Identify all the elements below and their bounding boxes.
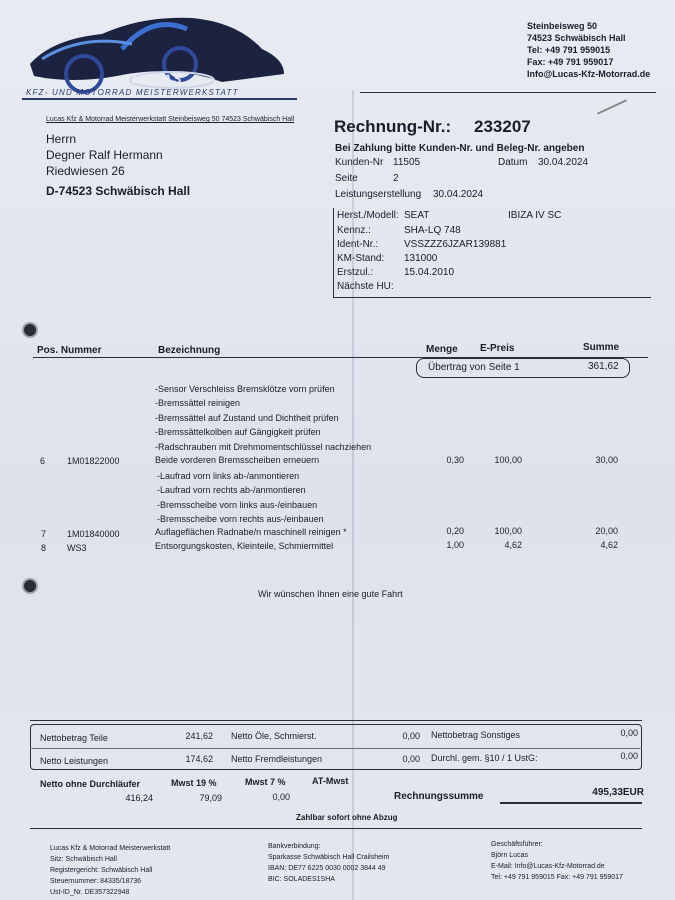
recipient-address (46, 131, 190, 199)
mwst19-value: 79,09 (199, 793, 222, 803)
row6-number: 1M01822000 (67, 456, 120, 466)
company-fax: Fax: +49 791 959017 (527, 57, 614, 67)
netto-sonstiges-label: Nettobetrag Sonstiges (431, 730, 521, 740)
footer-text: Sparkasse Schwäbisch Hall Crailsheim (268, 854, 390, 861)
list-item: -Bremssättel auf Zustand und Dichtheit prüfen (155, 412, 339, 423)
ohne-durchl-value: 416,24 (125, 793, 153, 803)
company-contact (527, 20, 650, 80)
ohne-durchl-label: Netto ohne Durchläufer (40, 779, 141, 789)
service-label: Leistungserstellung (335, 189, 422, 200)
netto-teile-label: Nettobetrag Teile (40, 733, 108, 743)
col-header-qty: Menge (426, 344, 458, 355)
durchl-value: 0,00 (620, 751, 638, 761)
logo-name: LUCAS (132, 72, 184, 86)
greeting: Wir wünschen Ihnen eine gute Fahrt (258, 589, 403, 599)
payment-notice: Bei Zahlung bitte Kunden-Nr. und Beleg-Nr. angeben (335, 143, 585, 154)
page-label: Seite (335, 173, 358, 184)
row6-notes (157, 469, 324, 527)
row7-pos: 7 (41, 529, 47, 539)
row7-sum: 20,00 (595, 526, 618, 536)
footer-text: Steuernummer: 84335/18736 (50, 878, 142, 885)
footer-text: Björn Lucas (491, 852, 528, 859)
rechnungssumme-label: Rechnungssumme (394, 791, 484, 802)
netto-oele-value: 0,00 (402, 731, 420, 741)
col-header-sum: Summe (583, 342, 620, 353)
col-header-pos: Pos. Nummer (37, 345, 102, 356)
vehicle-make: SEAT (404, 210, 430, 221)
punch-hole (22, 322, 38, 338)
header-divider (360, 92, 656, 93)
list-item: -Bremssättelkolben auf Gängigkeit prüfen (155, 427, 321, 438)
netto-leist-label: Netto Leistungen (40, 756, 109, 766)
row6-sum: 30,00 (595, 455, 618, 465)
row6-pos: 6 (40, 456, 46, 466)
totals-top-line (30, 720, 642, 721)
customer-label: Kunden-Nr (335, 157, 384, 168)
reg-label: Erstzul.: (337, 267, 374, 278)
footer-text: Registergericht: Schwäbisch Hall (50, 867, 153, 874)
recipient-salutation: Herrn (46, 132, 77, 146)
plate-label: Kennz.: (337, 225, 371, 236)
footer-bank (268, 841, 389, 885)
vin-label: Ident-Nr.: (337, 239, 379, 250)
hu-label: Nächste HU: (337, 281, 394, 292)
recipient-street: Riedwiesen 26 (46, 164, 125, 178)
footer-text: Tel: +49 791 959015 Fax: +49 791 959017 (491, 874, 623, 881)
vehicle-model: IBIZA IV SC (508, 210, 562, 221)
recipient-city: D-74523 Schwäbisch Hall (46, 184, 191, 198)
uebertrag-label: Übertrag von Seite 1 (428, 362, 520, 373)
mwst7-value: 0,00 (272, 792, 290, 802)
sender-line: Lucas Kfz & Motorrad Meisterwerkstatt Steinbeisweg 50 74523 Schwäbisch Hall (46, 116, 295, 123)
row6-price: 100,00 (494, 455, 522, 465)
netto-fremd-label: Netto Fremdleistungen (231, 754, 323, 764)
row8-price: 4,62 (504, 540, 522, 550)
footer-company (50, 843, 170, 898)
vehicle-plate: SHA-LQ 748 (404, 225, 461, 236)
row6-desc: Beide vorderen Bremsscheiben erneuern (155, 455, 320, 465)
punch-hole (22, 578, 38, 594)
mwst7-label: Mwst 7 % (245, 777, 286, 787)
company-email: Info@Lucas-Kfz-Motorrad.de (527, 69, 651, 79)
totals-box (30, 724, 642, 770)
rechnungssumme-value: 495,33EUR (592, 787, 644, 798)
netto-leist-value: 174,62 (185, 754, 213, 764)
customer-number: 11505 (393, 157, 421, 168)
col-header-price: E-Preis (480, 343, 515, 354)
payable-note: Zahlbar sofort ohne Abzug (296, 813, 398, 822)
list-item: -Bremsscheibe vorn rechts aus-/einbauen (157, 514, 324, 525)
company-street: Steinbeisweg 50 (527, 21, 598, 31)
footer-text: Ust-ID_Nr. DE357322948 (50, 889, 130, 896)
uebertrag-value: 361,62 (588, 361, 619, 372)
row8-desc: Entsorgungskosten, Kleinteile, Schmiermittel (155, 541, 334, 551)
list-item: -Laufrad vorn rechts ab-/anmontieren (157, 485, 306, 496)
list-item: -Sensor Verschleiss Bremsklötze vorn prüfen (155, 384, 335, 394)
logo-tagline: KFZ- UND MOTORRAD MEISTERWERKSTATT (26, 88, 239, 97)
vehicle-reg: 15.04.2010 (404, 267, 455, 278)
footer-text: BIC: SOLADES1SHA (268, 876, 335, 883)
date-label: Datum (498, 157, 528, 168)
footer-text: Bankverbindung: (268, 843, 321, 850)
list-item: -Laufrad vorn links ab-/anmontieren (157, 471, 300, 481)
mwst19-label: Mwst 19 % (171, 778, 217, 788)
footer-text: IBAN: DE77 6225 0030 0002 3844 49 (268, 865, 386, 872)
list-item: -Bremsscheibe vorn links aus-/einbauen (157, 499, 318, 510)
footer-line (30, 828, 642, 829)
footer-management (491, 839, 623, 883)
vehicle-km: 131000 (404, 253, 438, 264)
netto-teile-value: 241,62 (185, 731, 213, 741)
sum-underline (500, 802, 642, 804)
vehicle-vin: VSSZZZ6JZAR139881 (404, 239, 507, 250)
company-logo (22, 4, 297, 100)
totals-divider (30, 748, 642, 749)
list-item: -Radschrauben mit Drehmomentschlüssel nachziehen (155, 441, 372, 452)
km-label: KM-Stand: (337, 253, 385, 264)
netto-fremd-value: 0,00 (402, 754, 420, 764)
row7-number: 1M01840000 (67, 529, 120, 539)
netto-oele-label: Netto Öle, Schmierst. (231, 731, 317, 741)
at-mwst-label: AT-Mwst (312, 776, 349, 786)
recipient-name: Degner Ralf Hermann (46, 148, 163, 162)
work-notes (155, 382, 371, 454)
make-label: Herst./Modell: (337, 210, 399, 221)
row8-number: WS3 (67, 543, 87, 553)
footer-text: Geschäftsführer: (491, 841, 543, 848)
row7-desc: Auflageflächen Radnabe/n maschinell reinigen * (155, 527, 347, 537)
page-number: 2 (393, 173, 399, 184)
company-city: 74523 Schwäbisch Hall (527, 33, 626, 43)
row7-qty: 0,20 (446, 526, 464, 536)
row7-price: 100,00 (494, 526, 522, 536)
durchl-label: Durchl. gem. §10 / 1 UstG: (431, 753, 538, 763)
footer-text: Sitz: Schwäbisch Hall (50, 856, 117, 863)
service-date: 30.04.2024 (433, 189, 484, 200)
row8-pos: 8 (41, 543, 47, 553)
row8-qty: 1,00 (446, 540, 464, 550)
footer-text: E-Mail: Info@Lucas-Kfz-Motorrad.de (491, 863, 605, 870)
col-header-desc: Bezeichnung (158, 345, 221, 356)
row6-qty: 0,30 (446, 455, 464, 465)
list-item: -Bremssättel reinigen (155, 398, 241, 409)
invoice-title: Rechnung-Nr.: (334, 117, 452, 136)
invoice-number: 233207 (474, 117, 531, 136)
company-tel: Tel: +49 791 959015 (527, 45, 611, 55)
footer-text: Lucas Kfz & Motorrad Meisterwerkstatt (50, 845, 171, 852)
invoice-date: 30.04.2024 (538, 157, 589, 168)
row8-sum: 4,62 (600, 540, 618, 550)
netto-sonstiges-value: 0,00 (620, 728, 638, 738)
